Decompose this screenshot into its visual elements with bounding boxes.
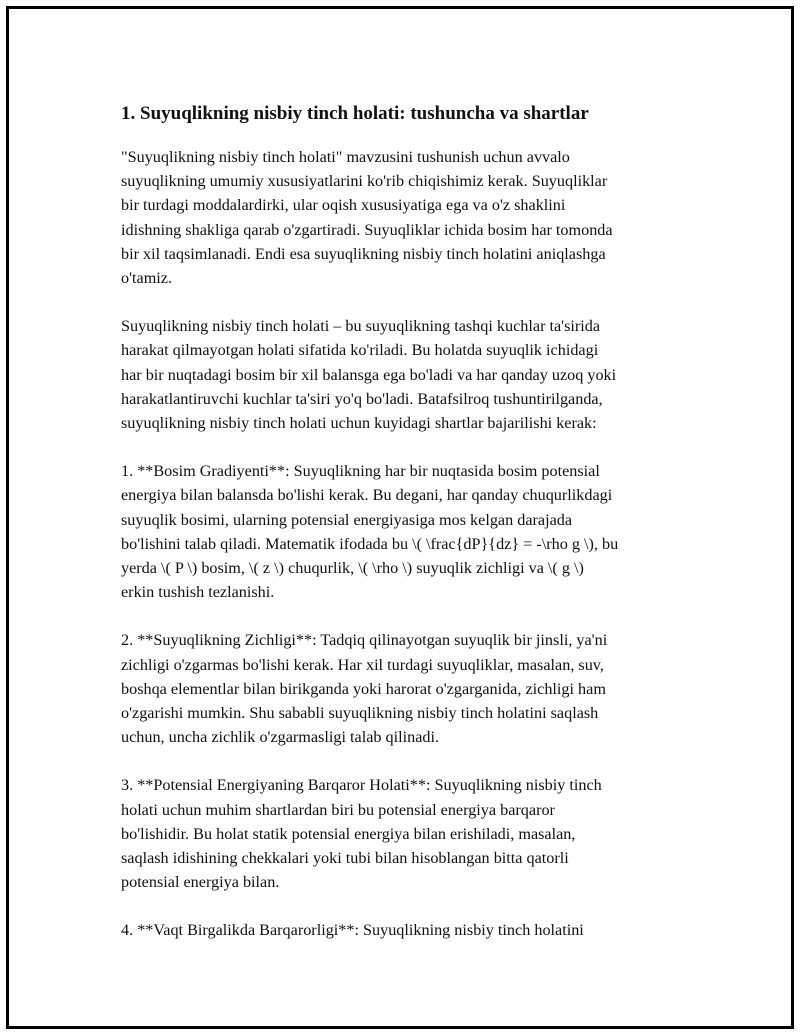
text-line: suyuqlikning nisbiy tinch holati uchun kuyidagi shartlar bajarilishi kerak: <box>121 414 597 433</box>
text-line: yerda \( P \) bosim, \( z \) chuqurlik, \( \rho \) suyuqlik zichligi va \( g \) <box>121 559 584 578</box>
text-line: bo'lishidir. Bu holat statik potensial energiya bilan erishiladi, masalan, <box>121 824 576 843</box>
paragraph-condition-3 <box>121 773 691 894</box>
text-line: zichligi o'zgarmas bo'lishi kerak. Har xil turdagi suyuqliklar, masalan, suv, <box>121 655 604 674</box>
text-line: har bir nuqtadagi bosim bir xil balansga ega bo'ladi va har qanday uzoq yoki <box>121 365 617 384</box>
text-line: bir xil taqsimlanadi. Endi esa suyuqlikning nisbiy tinch holatini aniqlashga <box>121 244 606 263</box>
text-line: o'zgarishi mumkin. Shu sababli suyuqlikning nisbiy tinch holatini saqlash <box>121 704 599 723</box>
paragraph-condition-2 <box>121 628 691 749</box>
text-line: holati uchun muhim shartlardan biri bu potensial energiya barqaror <box>121 800 555 819</box>
text-line: suyuqlik bosimi, ularning potensial energiyasiga mos kelgan darajada <box>121 510 573 529</box>
text-line: o'tamiz. <box>121 269 173 288</box>
text-line: saqlash idishining chekkalari yoki tubi bilan hisoblangan bitta qatorli <box>121 849 569 868</box>
paragraph-definition <box>121 314 691 435</box>
text-line: bir turdagi moddalardirki, ular oqish xususiyatiga ega va o'z shaklini <box>121 196 566 215</box>
text-line: uchun, uncha zichlik o'zgarmasligi talab qilinadi. <box>121 728 440 747</box>
paragraph-intro <box>121 145 691 290</box>
text-line: suyuqlikning umumiy xususiyatlarini ko'rib chiqishimiz kerak. Suyuqliklar <box>121 172 608 191</box>
text-line: potensial energiya bilan. <box>121 873 280 892</box>
text-line: energiya bilan balansda bo'lishi kerak. Bu degani, har qanday chuqurlikdagi <box>121 486 613 505</box>
text-line: Suyuqlikning nisbiy tinch holati – bu suyuqlikning tashqi kuchlar ta'sirida <box>121 317 601 336</box>
text-line: bo'lishini talab qiladi. Matematik ifodada bu \( \frac{dP}{dz} = -\rho g \), bu <box>121 534 619 553</box>
text-line: harakat qilmayotgan holati sifatida ko'riladi. Bu holatda suyuqlik ichidagi <box>121 341 599 360</box>
text-line: idishning shakliga qarab o'zgartiradi. Suyuqliklar ichida bosim har tomonda <box>121 220 613 239</box>
text-line: 4. **Vaqt Birgalikda Barqarorligi**: Suyuqlikning nisbiy tinch holatini <box>121 921 584 940</box>
document-body <box>121 101 691 967</box>
text-line: boshqa elementlar bilan birikganda yoki harorat o'zgarganida, zichligi ham <box>121 679 606 698</box>
text-line: harakatlantiruvchi kuchlar ta'siri yo'q bo'ladi. Batafsilroq tushuntirilganda, <box>121 389 603 408</box>
section-heading: 1. Suyuqlikning nisbiy tinch holati: tushuncha va shartlar <box>121 103 589 124</box>
text-line: 2. **Suyuqlikning Zichligi**: Tadqiq qilinayotgan suyuqlik bir jinsli, ya'ni <box>121 631 608 650</box>
page-frame <box>6 6 794 1029</box>
text-line: 3. **Potensial Energiyaning Barqaror Holati**: Suyuqlikning nisbiy tinch <box>121 776 602 795</box>
paragraph-condition-4 <box>121 918 691 942</box>
text-line: erkin tushish tezlanishi. <box>121 583 275 602</box>
text-line: 1. **Bosim Gradiyenti**: Suyuqlikning har bir nuqtasida bosim potensial <box>121 462 600 481</box>
text-line: "Suyuqlikning nisbiy tinch holati" mavzusini tushunish uchun avvalo <box>121 148 570 166</box>
paragraph-condition-1 <box>121 459 691 604</box>
